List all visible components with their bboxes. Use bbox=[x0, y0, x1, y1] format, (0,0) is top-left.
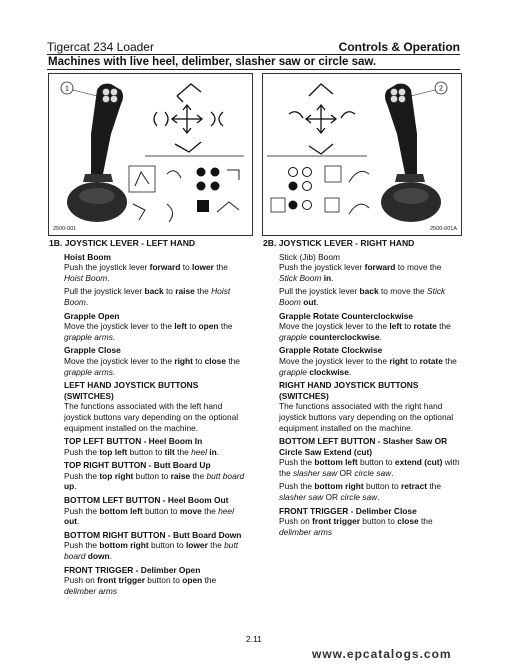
header-rule bbox=[47, 54, 460, 55]
subheading: Stick (Jib) Boom bbox=[279, 251, 340, 262]
grapple-arrows-diagram bbox=[145, 84, 244, 156]
callout-label: 2 bbox=[439, 85, 443, 93]
callout-label: 1 bbox=[65, 85, 69, 93]
subheading: Grapple Rotate Counterclockwise bbox=[279, 310, 414, 321]
paragraph: Push the joystick lever forward to move the Stick Boom in. bbox=[279, 262, 442, 283]
paragraph: Push on front trigger button to open the delimber arms bbox=[64, 575, 217, 596]
section-heading: 1B. JOYSTICK LEVER - LEFT HAND bbox=[49, 238, 196, 248]
paragraph: Move the joystick lever to the left to open the grapple arms. bbox=[64, 321, 233, 342]
paragraph: Pull the joystick lever back to move the Stick Boom out. bbox=[279, 286, 446, 307]
paragraph: Move the joystick lever to the right to rotate the grapple clockwise. bbox=[279, 355, 457, 377]
grapple-arrows-diagram bbox=[267, 84, 367, 156]
subheading: BOTTOM LEFT BUTTON - Slasher Saw OR Circle Saw Extend (cut) bbox=[279, 436, 448, 457]
subheading: TOP RIGHT BUTTON - Butt Board Up bbox=[64, 460, 211, 471]
subheading: BOTTOM RIGHT BUTTON - Butt Board Down bbox=[64, 529, 242, 540]
paragraph: Push the bottom right button to lower the butt board down. bbox=[64, 540, 239, 562]
subheading: RIGHT HAND JOYSTICK BUTTONS (SWITCHES) bbox=[279, 380, 419, 401]
subheading: FRONT TRIGGER - Delimber Close bbox=[279, 505, 417, 516]
left-hand-column bbox=[49, 238, 249, 599]
right-joystick-figure bbox=[262, 73, 462, 236]
paragraph: Push the bottom left button to extend (cut) with the slasher saw OR circle saw. bbox=[279, 457, 460, 478]
joystick-drawing bbox=[381, 84, 441, 222]
paragraph: Push the joystick lever forward to lower the Hoist Boom. bbox=[64, 262, 228, 283]
manual-title: Tigercat 234 Loader bbox=[47, 40, 154, 54]
subheading: LEFT HAND JOYSTICK BUTTONS (SWITCHES) bbox=[64, 380, 199, 401]
section-title: Controls & Operation bbox=[338, 40, 460, 54]
paragraph: Push on front trigger button to close the delimber arms bbox=[279, 516, 433, 537]
paragraph: The functions associated with the right hand joystick buttons vary depending on the optional equipment installed on the machine. bbox=[279, 401, 454, 433]
paragraph: Push the bottom right button to retract the slasher saw OR circle saw. bbox=[279, 481, 442, 503]
figure-code: 2500-001A bbox=[430, 226, 457, 232]
subheading: Grapple Rotate Clockwise bbox=[279, 345, 383, 356]
button-function-icons bbox=[129, 166, 239, 222]
paragraph: Push the top right button to raise the butt board up. bbox=[64, 470, 245, 492]
section-heading: 2B. JOYSTICK LEVER - RIGHT HAND bbox=[263, 238, 415, 248]
subheading: Hoist Boom bbox=[64, 251, 111, 262]
subheading: FRONT TRIGGER - Delimber Open bbox=[64, 564, 201, 575]
subheading: Grapple Close bbox=[64, 345, 121, 356]
figure-code: 2500-001 bbox=[53, 226, 77, 232]
joystick-drawing bbox=[67, 84, 127, 222]
subheading: Grapple Open bbox=[64, 310, 120, 321]
paragraph: Push the bottom left button to move the heel out. bbox=[64, 505, 234, 527]
paragraph: Pull the joystick lever back to raise the Hoist Boom. bbox=[64, 286, 231, 307]
subheading: TOP LEFT BUTTON - Heel Boom In bbox=[64, 436, 203, 447]
paragraph: Push the top left button to tilt the heel in. bbox=[64, 446, 220, 457]
page-number: 2.11 bbox=[246, 634, 262, 644]
button-function-icons bbox=[271, 166, 369, 214]
left-joystick-figure bbox=[48, 73, 253, 236]
page-subtitle: Machines with live heel, delimber, slasher saw or circle saw. bbox=[48, 56, 377, 68]
subheading: BOTTOM LEFT BUTTON - Heel Boom Out bbox=[64, 495, 229, 506]
paragraph: The functions associated with the left hand joystick buttons vary depending on the optional equipment installed on the machine. bbox=[64, 401, 239, 433]
paragraph: Move the joystick lever to the left to rotate the grapple counterclockwise. bbox=[279, 321, 451, 342]
paragraph: Move the joystick lever to the right to close the grapple arms. bbox=[64, 355, 240, 377]
right-hand-column bbox=[263, 238, 460, 540]
watermark: www.epcatalogs.com bbox=[312, 647, 452, 661]
subtitle-rule bbox=[47, 69, 460, 70]
